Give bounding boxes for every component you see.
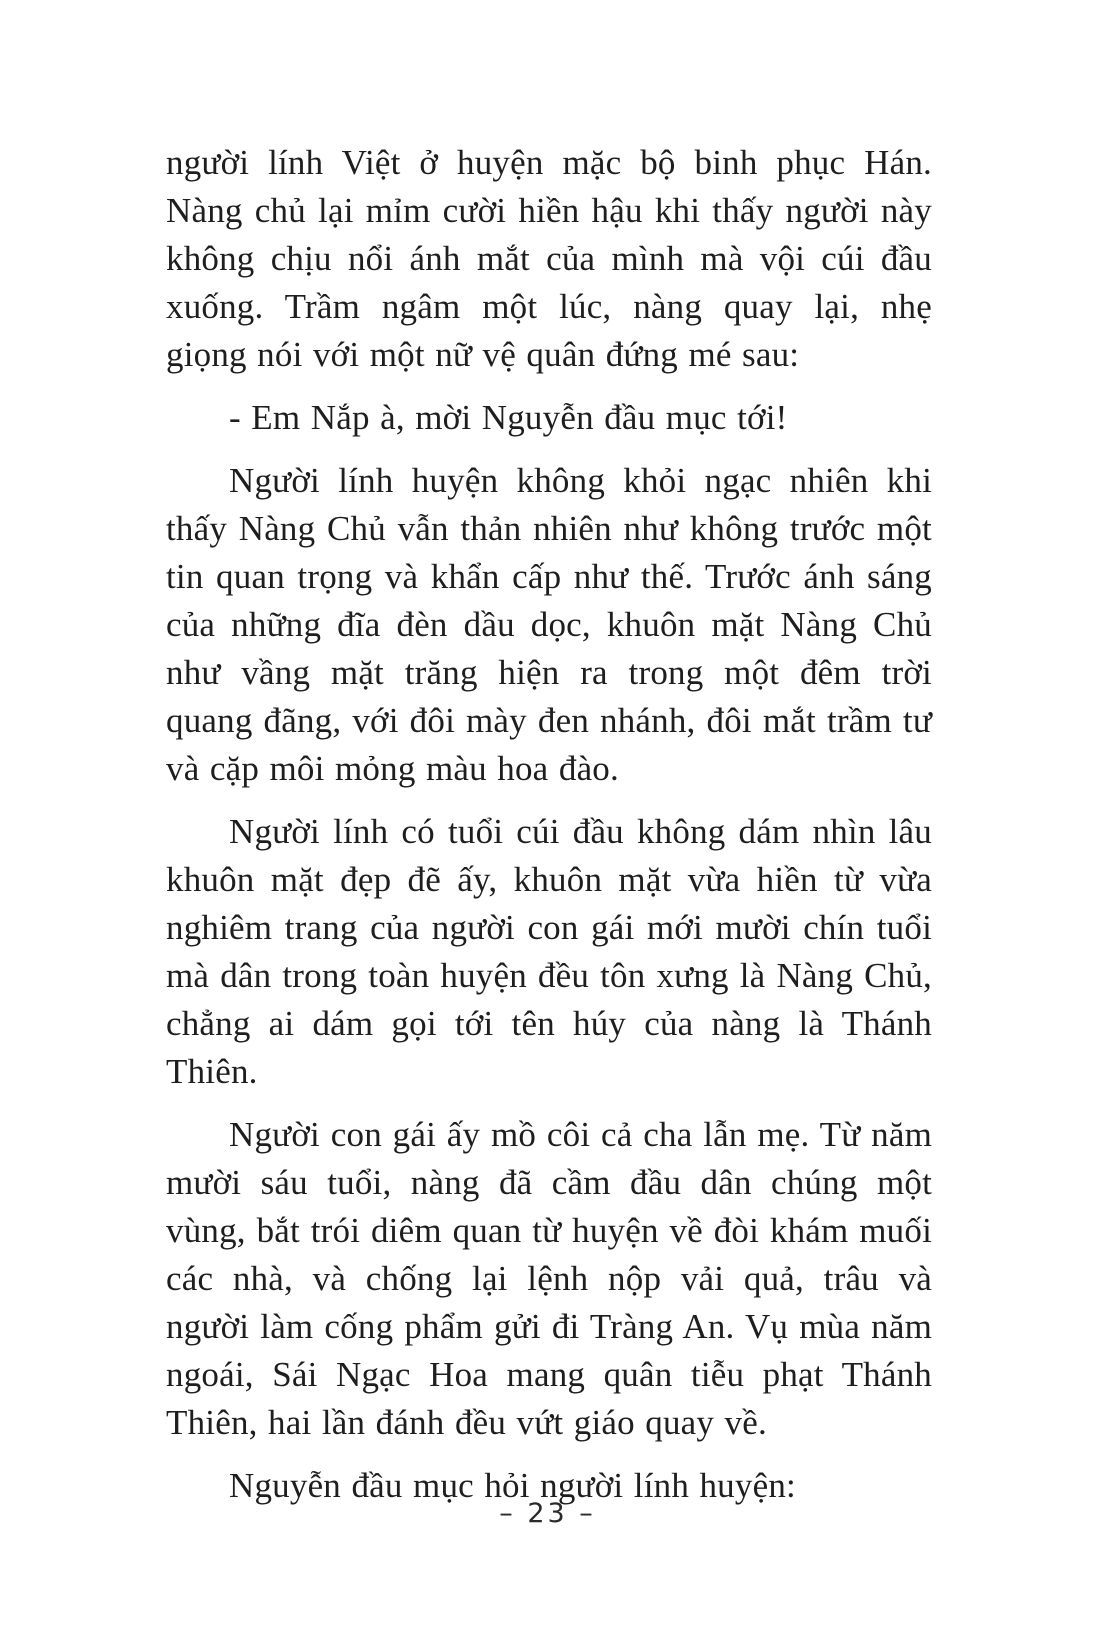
text-block <box>166 139 932 1525</box>
paragraph-continuation: người lính Việt ở huyện mặc bộ binh phục Hán. Nàng chủ lại mỉm cười hiền hậu khi thấy người này không chịu nổi ánh mắt của mình mà vội cúi đầu xuống. Trầm ngâm một lúc, nàng quay lại, nhẹ giọng nói với một nữ vệ quân đứng mé sau: <box>166 143 932 374</box>
paragraph-body-2: Người lính có tuổi cúi đầu không dám nhìn lâu khuôn mặt đẹp đẽ ấy, khuôn mặt vừa hiền từ vừa nghiêm trang của người con gái mới mười chín tuổi mà dân trong toàn huyện đều tôn xưng là Nàng Chủ, chẳng ai dám gọi tới tên húy của nàng là Thánh Thiên. <box>166 812 932 1091</box>
paragraph-body-4: Nguyễn đầu mục hỏi người lính huyện: <box>229 1466 796 1505</box>
page-footer <box>0 1498 1095 1529</box>
page-number: – 23 – <box>499 1498 596 1529</box>
paragraph-dialogue: - Em Nắp à, mời Nguyễn đầu mục tới! <box>229 398 788 437</box>
paragraph-body-3: Người con gái ấy mồ côi cả cha lẫn mẹ. Từ năm mười sáu tuổi, nàng đã cầm đầu dân chúng một vùng, bắt trói diêm quan từ huyện về đòi khám muối các nhà, và chống lại lệnh nộp vải quả, trâu và người làm cống phẩm gửi đi Tràng An. Vụ mùa năm ngoái, Sái Ngạc Hoa mang quân tiễu phạt Thánh Thiên, hai lần đánh đều vứt giáo quay về. <box>166 1115 932 1442</box>
paragraph-body-1: Người lính huyện không khỏi ngạc nhiên khi thấy Nàng Chủ vẫn thản nhiên như không trước một tin quan trọng và khẩn cấp như thế. Trước ánh sáng của những đĩa đèn dầu dọc, khuôn mặt Nàng Chủ như vầng mặt trăng hiện ra trong một đêm trời quang đãng, với đôi mày đen nhánh, đôi mắt trầm tư và cặp môi mỏng màu hoa đào. <box>166 461 932 788</box>
